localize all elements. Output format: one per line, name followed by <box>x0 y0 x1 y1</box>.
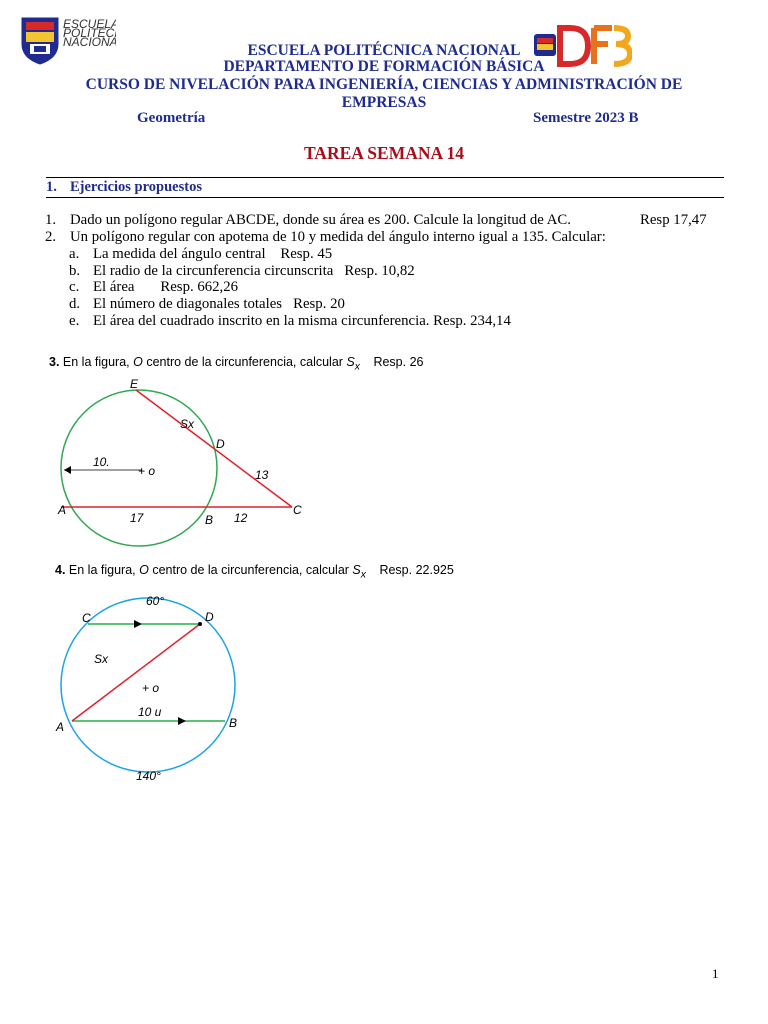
section-label: Ejercicios propuestos <box>70 179 202 195</box>
label-140: 140° <box>136 769 161 783</box>
figure-number: 3. <box>49 355 60 369</box>
semester-label: Semestre 2023 B <box>533 110 639 126</box>
figure-4-caption <box>55 563 454 581</box>
figure-4-diagram <box>50 590 250 790</box>
arrow-head <box>64 466 71 474</box>
page-number: 1 <box>712 966 719 981</box>
caption-var: O <box>133 355 143 369</box>
item-letter: b. <box>69 263 81 279</box>
exercise-answer: Resp 17,47 <box>640 212 707 228</box>
label-17: 17 <box>130 511 144 525</box>
label-sx: Sx <box>94 652 109 666</box>
label-10: 10. <box>93 455 110 469</box>
label-E: E <box>130 378 139 391</box>
figure-3-diagram <box>50 378 320 548</box>
department-name: DEPARTAMENTO DE FORMACIÓN BÁSICA <box>223 58 545 75</box>
section-number: 1. <box>46 179 57 195</box>
item-text: El número de diagonales totales Resp. 20 <box>93 296 345 312</box>
label-D: D <box>216 437 225 451</box>
svg-text:ESCUELA: ESCUELA <box>63 17 116 31</box>
caption-s: S <box>352 563 361 577</box>
exercise-text: Dado un polígono regular ABCDE, donde su área es 200. Calcule la longitud de AC. <box>70 212 571 228</box>
item-text: La medida del ángulo central Resp. 45 <box>93 246 333 262</box>
label-o: + o <box>142 681 160 695</box>
arrow-head <box>134 620 142 628</box>
segment-AD <box>72 624 200 721</box>
item-letter: a. <box>69 246 80 262</box>
point-D <box>198 622 202 626</box>
page-title: TAREA SEMANA 14 <box>303 143 465 163</box>
caption-sub: x <box>360 569 366 581</box>
course-name: CURSO DE NIVELACIÓN PARA INGENIERÍA, CIENCIAS Y ADMINISTRACIÓN DE EMPRESAS <box>85 76 683 111</box>
arrow-head <box>178 717 186 725</box>
caption-var: O <box>139 563 149 577</box>
caption-sub: x <box>354 361 360 373</box>
figure-answer: Resp. 26 <box>373 355 424 369</box>
caption-text: En la figura, <box>62 355 134 369</box>
label-C: C <box>82 611 91 625</box>
label-12: 12 <box>234 511 248 525</box>
figure-answer: Resp. 22.925 <box>379 563 454 577</box>
svg-text:NACIONAL: NACION <box>63 35 110 49</box>
label-13: 13 <box>255 468 269 482</box>
caption-text: En la figura, <box>68 563 140 577</box>
subject-label: Geometría <box>137 110 206 126</box>
item-text: El área Resp. 662,26 <box>93 279 239 295</box>
exercise-number: 1. <box>45 212 57 228</box>
caption-text: centro de la circunferencia, calcular <box>142 355 347 369</box>
label-B: B <box>205 513 214 527</box>
caption-s: S <box>346 355 355 369</box>
label-A: A <box>56 720 65 734</box>
section-heading <box>46 177 724 198</box>
item-text: El radio de la circunferencia circunscrita Resp. 10,82 <box>93 263 415 279</box>
item-text: El área del cuadrado inscrito en la misma circunferencia. Resp. 234,14 <box>93 313 511 329</box>
item-letter: e. <box>69 313 80 329</box>
label-D: D <box>205 610 214 624</box>
figure-3-caption <box>49 355 423 373</box>
label-10u: 10 u <box>138 705 162 719</box>
exercise-text: Un polígono regular con apotema de 10 y medida del ángulo interno igual a 135. Calcular: <box>70 229 606 245</box>
figure-number: 4. <box>55 563 66 577</box>
label-A: A <box>58 503 67 517</box>
svg-text:POLITÉCNICA: POLITÉC <box>63 26 115 40</box>
item-letter: c. <box>69 279 80 295</box>
institution-name: ESCUELA POLITÉCNICA NACIONAL <box>247 42 521 59</box>
exercise-number: 2. <box>45 229 57 245</box>
label-sx: Sx <box>180 417 195 431</box>
label-o: + o <box>138 464 156 478</box>
label-C: C <box>293 503 302 517</box>
label-B: B <box>229 716 238 730</box>
label-60: 60° <box>146 594 165 608</box>
caption-text: centro de la circunferencia, calcular <box>148 563 353 577</box>
item-letter: d. <box>69 296 81 312</box>
